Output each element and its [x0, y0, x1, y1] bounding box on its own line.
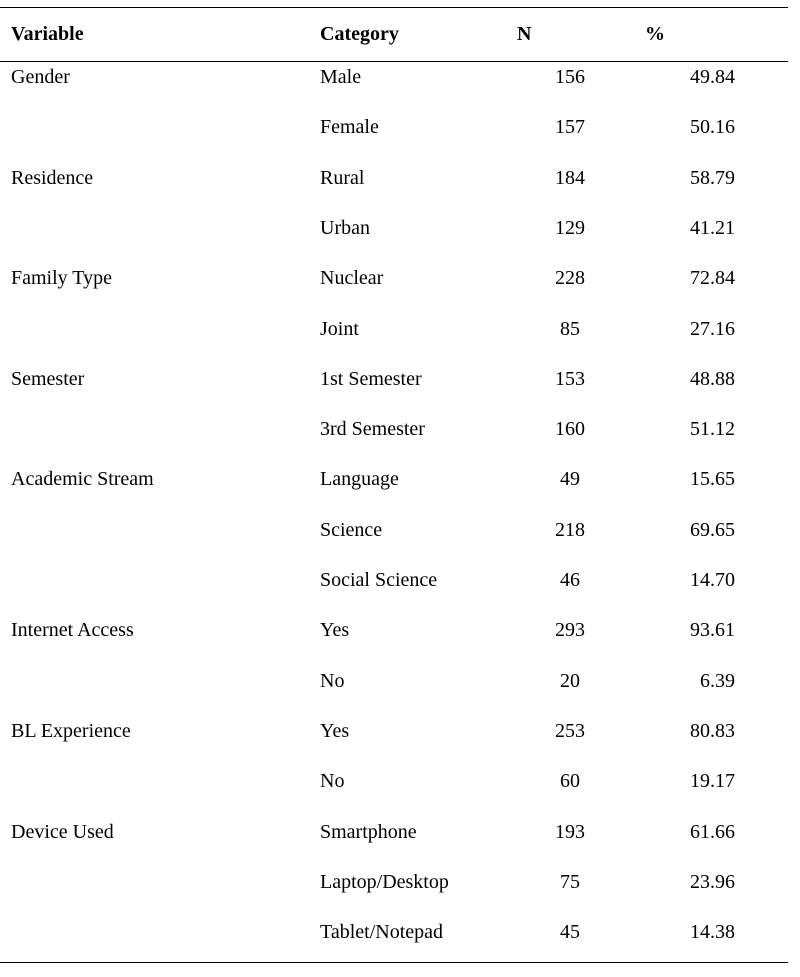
cell-category: Smartphone [320, 820, 417, 843]
table-row [0, 518, 788, 542]
cell-n: 129 [555, 216, 585, 239]
table-row [0, 769, 788, 793]
cell-variable: Family Type [11, 267, 113, 290]
cell-category: Tablet/Notepad [320, 921, 443, 944]
table-row [0, 65, 788, 89]
table-body [0, 62, 788, 962]
cell-category: 1st Semester [320, 367, 422, 390]
cell-category: No [320, 669, 345, 692]
cell-n: 193 [555, 820, 585, 843]
cell-category: Nuclear [320, 267, 384, 290]
cell-n: 253 [555, 719, 585, 742]
cell-percent: 58.79 [690, 166, 735, 189]
cell-variable: Device Used [11, 820, 114, 843]
cell-n: 49 [560, 468, 580, 491]
header-category: Category [320, 23, 399, 45]
table-row [0, 920, 788, 944]
cell-n: 60 [560, 770, 580, 793]
cell-n: 85 [560, 317, 580, 340]
table-header [0, 8, 788, 61]
cell-category: Joint [320, 317, 359, 340]
cell-category: Urban [320, 216, 370, 239]
cell-percent: 80.83 [690, 719, 735, 742]
cell-percent: 72.84 [690, 267, 735, 290]
table-row [0, 317, 788, 341]
table-row [0, 115, 788, 139]
table-row [0, 568, 788, 592]
cell-n: 184 [555, 166, 585, 189]
cell-percent: 15.65 [690, 468, 735, 491]
cell-percent: 14.70 [690, 569, 735, 591]
cell-category: No [320, 770, 345, 793]
cell-percent: 61.66 [690, 820, 735, 843]
cell-n: 75 [560, 870, 580, 893]
cell-category: Laptop/Desktop [320, 870, 449, 893]
cell-variable: Academic Stream [11, 468, 154, 491]
cell-category: Rural [320, 166, 365, 189]
table-row [0, 166, 788, 190]
cell-category: Social Science [320, 569, 438, 591]
cell-percent: 69.65 [690, 518, 735, 541]
cell-n: 218 [555, 518, 585, 541]
header-variable: Variable [11, 23, 84, 45]
cell-variable: Internet Access [11, 619, 134, 642]
cell-percent: 48.88 [690, 367, 735, 390]
table-row [0, 820, 788, 844]
table-row [0, 719, 788, 743]
cell-n: 228 [555, 267, 585, 290]
cell-percent: 49.84 [690, 66, 735, 88]
cell-percent: 93.61 [690, 619, 735, 642]
cell-n: 157 [555, 116, 585, 139]
cell-percent: 41.21 [690, 216, 735, 239]
cell-percent: 23.96 [690, 870, 735, 893]
cell-n: 293 [555, 619, 585, 642]
data-table [0, 7, 788, 963]
bottom-rule [0, 962, 788, 963]
table-row [0, 417, 788, 441]
cell-percent: 19.17 [690, 770, 735, 793]
cell-n: 156 [555, 66, 585, 88]
cell-n: 45 [560, 921, 580, 944]
table-row [0, 467, 788, 491]
cell-category: Female [320, 116, 379, 139]
cell-n: 153 [555, 367, 585, 390]
table-row [0, 266, 788, 290]
cell-n: 46 [560, 569, 580, 591]
cell-n: 160 [555, 418, 585, 441]
cell-category: Science [320, 518, 383, 541]
header-percent: % [645, 23, 665, 45]
cell-category: Language [320, 468, 399, 491]
table-row [0, 367, 788, 391]
cell-percent: 14.38 [690, 921, 735, 944]
cell-percent: 51.12 [690, 418, 735, 441]
cell-n: 20 [560, 669, 580, 692]
cell-variable: Residence [11, 166, 94, 189]
cell-variable: Semester [11, 367, 85, 390]
cell-percent: 27.16 [690, 317, 735, 340]
table-row [0, 216, 788, 240]
cell-category: 3rd Semester [320, 418, 425, 441]
cell-percent: 6.39 [700, 669, 735, 692]
cell-category: Male [320, 66, 362, 88]
header-n: N [517, 23, 532, 45]
cell-category: Yes [320, 619, 350, 642]
table-row [0, 618, 788, 642]
table-row [0, 870, 788, 894]
cell-variable: Gender [11, 66, 70, 88]
cell-category: Yes [320, 719, 350, 742]
table-row [0, 669, 788, 693]
cell-variable: BL Experience [11, 719, 131, 742]
cell-percent: 50.16 [690, 116, 735, 139]
